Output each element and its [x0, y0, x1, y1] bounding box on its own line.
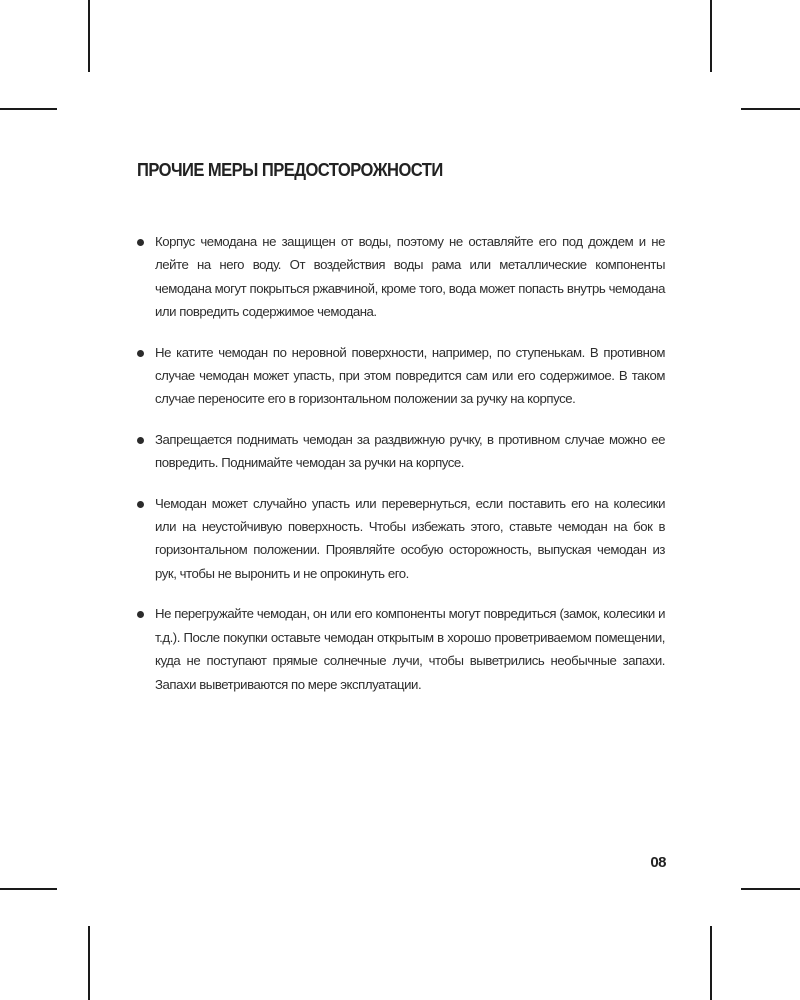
crop-mark-bottom-left-vertical [88, 926, 90, 1000]
crop-mark-top-right-vertical [710, 0, 712, 72]
list-item-text: Корпус чемодана не защищен от воды, поэтому не оставляйте его под дождем и не лейте на него воду. От воздействия воды рама или металлические компоненты чемодана могут покрыться ржавчиной, кроме того, вода может попасть внутрь чемодана или повредить содержимое чемодана. [155, 234, 665, 320]
list-item [137, 492, 665, 586]
bullet-icon [137, 437, 144, 444]
list-item-text: Чемодан может случайно упасть или перевернуться, если поставить его на колесики или на неустойчивую поверхность. Чтобы избежать этого, ставьте чемодан на бок в горизонтальном положении. Проявляйте особую осторожность, выпуская чемодан из рук, чтобы не выронить и не опрокинуть его. [155, 495, 665, 581]
bullet-icon [137, 239, 144, 246]
crop-mark-top-left-vertical [88, 0, 90, 72]
bullet-icon [137, 350, 144, 357]
list-item-text: Запрещается поднимать чемодан за раздвижную ручку, в противном случае можно ее повредить. Поднимайте чемодан за ручки на корпусе. [155, 431, 665, 471]
crop-mark-top-left-horizontal [0, 108, 57, 110]
bullet-icon [137, 611, 144, 618]
crop-mark-top-right-horizontal [741, 108, 800, 110]
crop-mark-bottom-right-horizontal [741, 888, 800, 890]
list-item [137, 602, 665, 696]
list-item-text: Не катите чемодан по неровной поверхности, например, по ступенькам. В противном случае чемодан может упасть, при этом повредится сам или его содержимое. В таком случае переносите его в горизонтальном положении за ручку на корпусе. [155, 344, 665, 407]
list-item [137, 428, 665, 475]
precautions-list [137, 230, 665, 713]
page-number: 08 [650, 854, 666, 871]
list-item [137, 341, 665, 411]
bullet-icon [137, 501, 144, 508]
crop-mark-bottom-left-horizontal [0, 888, 57, 890]
crop-mark-bottom-right-vertical [710, 926, 712, 1000]
list-item-text: Не перегружайте чемодан, он или его компоненты могут повредиться (замок, колесики и т.д.). После покупки оставьте чемодан открытым в хорошо проветриваемом помещении, куда не поступают прямые солнечные лучи, чтобы выветрились необычные запахи. Запахи выветриваются по мере эксплуатации. [155, 606, 665, 692]
page-title: ПРОЧИЕ МЕРЫ ПРЕДОСТОРОЖНОСТИ [137, 160, 443, 180]
list-item [137, 230, 665, 324]
